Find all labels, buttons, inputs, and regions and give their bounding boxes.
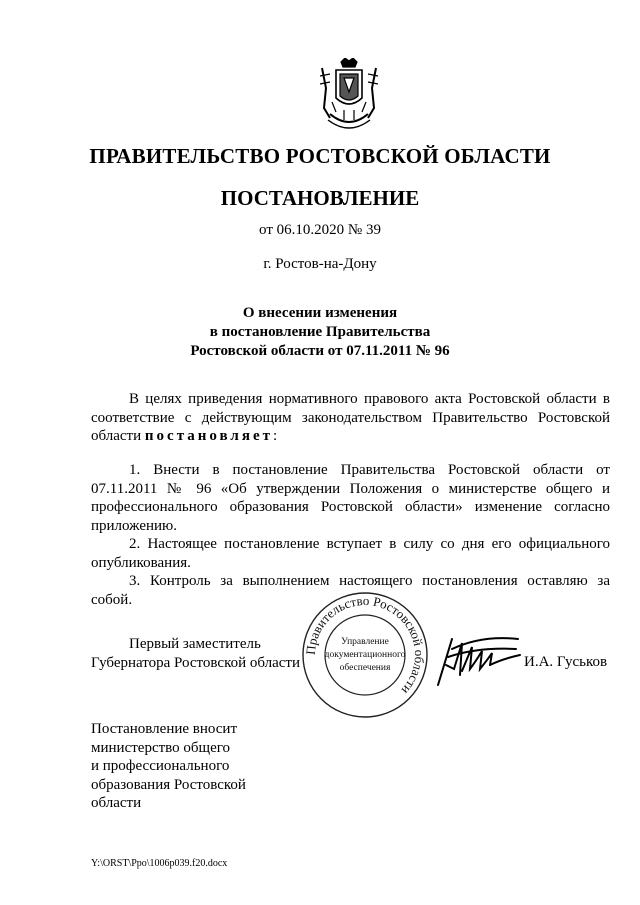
signatory-title: [91, 635, 300, 673]
submitter-line: образования Ростовской: [91, 776, 246, 793]
decree-word: постановляет: [144, 428, 273, 444]
file-path-footer: Y:\ORST\Ppo\1006p039.f20.docx: [91, 858, 228, 869]
subject-line: О внесении изменения: [242, 305, 398, 321]
preamble-colon: :: [273, 428, 278, 444]
decree-items: [91, 461, 610, 609]
document-city: г. Ростов-на-Дону: [263, 256, 377, 272]
preamble: [91, 390, 610, 446]
preamble-text: В целях приведения нормативного правового акта Ростовской области в соответствие с действующим законодательством Правительство Ростовской области: [91, 391, 610, 444]
submitter-note: [91, 720, 266, 813]
stamp-inner-line: документационного: [324, 650, 406, 660]
signatory-title-line: Губернатора Ростовской области: [91, 655, 301, 671]
submitter-line: Постановление вносит: [91, 721, 238, 737]
stamp-ring-textpath: Правительство Ростовской области: [302, 592, 428, 698]
decree-item: 1. Внести в постановление Правительства Ростовской области от 07.11.2011 № 96 «Об утверждении Положения о министерстве общего и профессионального образования Ростовской области» изменение согласно приложению.: [91, 462, 610, 534]
stamp-inner-line: обеспечения: [339, 663, 391, 673]
coat-of-arms-icon: [316, 58, 382, 132]
handwritten-signature: [432, 625, 524, 693]
submitter-line: министерство общего: [91, 739, 231, 756]
submitter-line: и профессионального: [91, 758, 230, 774]
signatory-title-line: Первый заместитель: [129, 636, 261, 652]
government-title: ПРАВИТЕЛЬСТВО РОСТОВСКОЙ ОБЛАСТИ: [89, 144, 551, 168]
decree-item: 2. Настоящее постановление вступает в силу со дня его официального опубликования.: [91, 536, 610, 571]
subject-line: Ростовской области от 07.11.2011 № 96: [190, 343, 450, 359]
document-type: ПОСТАНОВЛЕНИЕ: [220, 186, 420, 210]
official-stamp: [300, 590, 430, 720]
stamp-inner-line: Управление: [341, 637, 389, 647]
document-subject: [0, 304, 640, 361]
signatory-name: И.А. Гуськов: [524, 654, 608, 670]
submitter-line: области: [91, 795, 142, 811]
decree-item: 3. Контроль за выполнением настоящего постановления оставляю за собой.: [91, 573, 610, 608]
preamble-paragraph: [91, 390, 610, 446]
subject-line: в постановление Правительства: [209, 324, 431, 340]
document-number: от 06.10.2020 № 39: [259, 222, 381, 238]
